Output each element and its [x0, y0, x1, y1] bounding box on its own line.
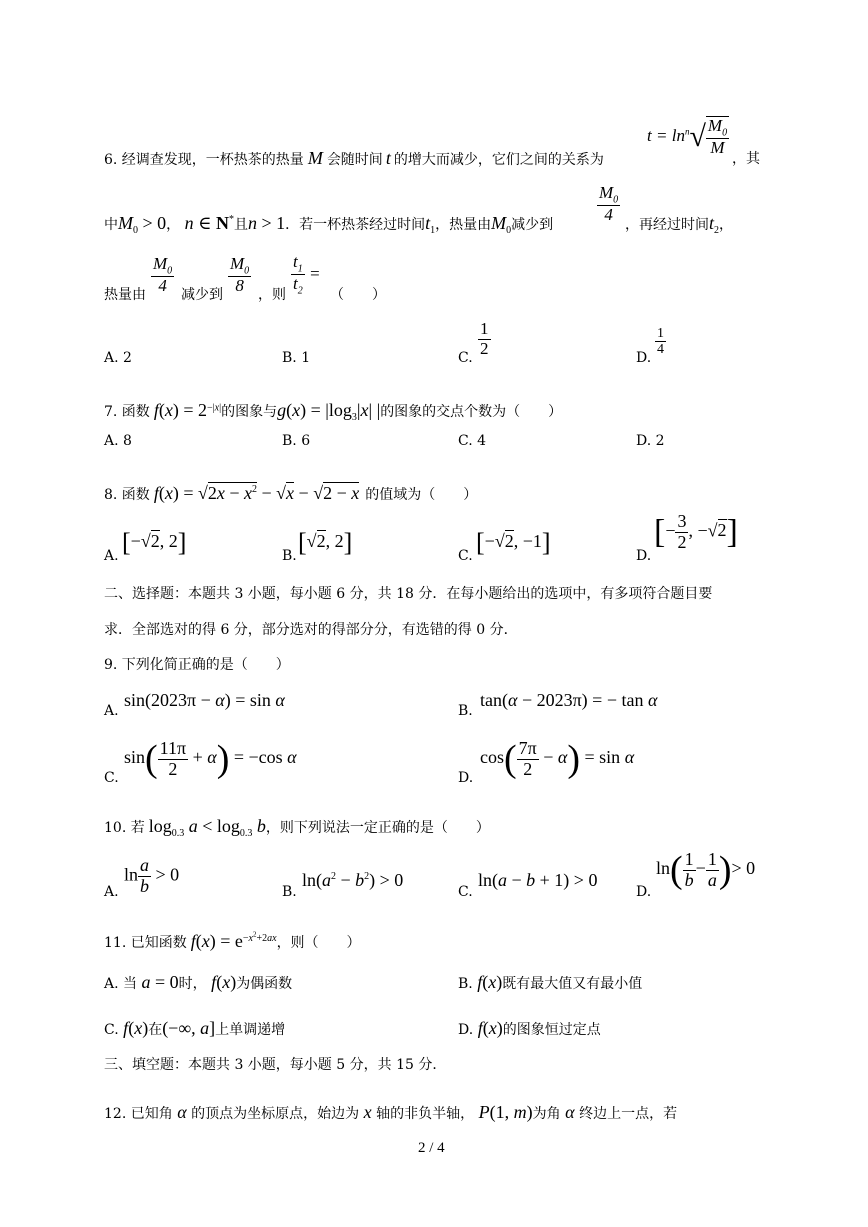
- q6-option-c: C.: [458, 350, 473, 366]
- q6-option-d-value: $\frac{1}{4}$: [657, 326, 664, 358]
- q7-option-a: A. 8: [104, 433, 132, 449]
- q9-option-d: D.: [458, 770, 474, 786]
- q6-paren: （ ）: [330, 287, 386, 303]
- page-number: 2 / 4: [418, 1140, 445, 1156]
- q11-option-a: A. 当 a = 0时， f(x)为偶函数: [104, 972, 293, 992]
- q6-line3-b: 减少到: [181, 287, 223, 303]
- q10-option-d: D.: [636, 884, 652, 900]
- q6-option-d: D.: [636, 350, 652, 366]
- q8-option-a-value: [−√2, 2]: [122, 528, 187, 557]
- q7-option-d: D. 2: [636, 433, 665, 449]
- q8-stem: 8. 函数 $f(x) = √2x - x^2 - √x - √2 - x$ 的值域为（ ）: [104, 483, 478, 503]
- q10-option-b: B.: [282, 884, 297, 900]
- section-3-heading: 三、填空题：本题共 3 小题，每小题 5 分，共 15 分．: [104, 1057, 447, 1073]
- q8-option-b: B.: [282, 548, 297, 564]
- q11-option-b: B. f(x)既有最大值又有最小值: [458, 972, 643, 992]
- q10-option-a: A.: [104, 884, 119, 900]
- q8-option-b-value: [√2, 2]: [298, 528, 353, 557]
- q6-line3-c: ，则: [258, 287, 286, 303]
- q9-option-a: A.: [104, 703, 119, 719]
- q6-frac-t1-t2: $\frac{t_1}{t_2}$ =: [293, 252, 321, 297]
- q9-option-d-value: cos( $\frac{7\pi}{2}$ − α) = sin α: [480, 737, 635, 780]
- q11-option-c: C. f(x)在(−∞, a]上单调递增: [104, 1018, 286, 1038]
- q10-option-d-value: ln( $\frac{1}{b}$ − $\frac{1}{a}$ )> 0: [656, 848, 756, 891]
- q6-line2: 中$M_0 > 0$， n ∈ N*且n > 1．若一杯热茶经过时间$t_1$，热量由$M_0$减少到: [104, 213, 554, 236]
- q7-option-c: C. 4: [458, 433, 487, 449]
- q9-option-b-value: tan(α − 2023π) = − tan α: [480, 690, 658, 710]
- q10-stem: 10. 若 $\log_{0.3} a < \log_{0.3} b$，则下列说法一定正确的是（ ）: [104, 816, 490, 839]
- q8-option-c-value: [−√2, −1]: [476, 528, 551, 557]
- q8-option-d: D.: [636, 548, 652, 564]
- q6-frac-m0-8: $\frac{M_0}{8}$: [230, 254, 250, 296]
- q9-option-c-value: sin( $\frac{11\pi}{2}$ + α) = −cos α: [124, 737, 297, 780]
- q6-line1: 6. 经调查发现，一杯热茶的热量 M 会随时间 t 的增大而减少，它们之间的关系为: [104, 148, 604, 168]
- q8-option-d-value: [− $\frac{3}{2}$ , −√2]: [654, 511, 738, 552]
- q9-option-a-value: sin(2023π − α) = sin α: [124, 690, 285, 710]
- q6-line2-tail: ，再经过时间$t_2$，: [625, 213, 734, 236]
- q6-frac-m0-4: $\frac{M_0}{4}$: [599, 183, 619, 225]
- q8-option-c: C.: [458, 548, 473, 564]
- q11-stem: 11. 已知函数 $f(x) = e^{-x^2+2ax}$，则（ ）: [104, 931, 361, 951]
- q7-stem: 7. 函数 $f(x) = 2^{-|x|}$的图象与$g(x) = |\log_3|x|$ |的图象的交点个数为（ ）: [104, 400, 563, 423]
- q6-line1-end: ，其: [732, 151, 760, 167]
- q10-option-b-value: $\ln(a^2 - b^2) > 0$: [302, 870, 404, 890]
- question-12: 12. 已知角 α 的顶点为坐标原点，始边为 x 轴的非负半轴， P(1, m)为角 α 终边上一点，若: [104, 1102, 678, 1122]
- q9-stem: 9. 下列化简正确的是（ ）: [104, 657, 290, 673]
- q6-line3-a: 热量由: [104, 287, 146, 303]
- q11-option-d: D. f(x)的图象恒过定点: [458, 1018, 601, 1038]
- q10-option-c-value: ln(a − b + 1) > 0: [478, 870, 598, 890]
- section-2-line2: 求．全部选对的得 6 分，部分选对的得部分分，有选错的得 0 分．: [104, 622, 518, 638]
- q6-option-b: B. 1: [282, 350, 311, 366]
- q6-option-a: A. 2: [104, 350, 132, 366]
- q9-option-c: C.: [104, 770, 119, 786]
- section-2-line1: 二、选择题：本题共 3 小题，每小题 6 分，共 18 分．在每小题给出的选项中，有多项符合题目要: [104, 586, 713, 602]
- q9-option-b: B.: [458, 703, 473, 719]
- q6-formula-t: $t = \ln^n√$ $\frac{M_0}{M}$: [647, 116, 728, 158]
- q6-frac-m0-4b: $\frac{M_0}{4}$: [153, 254, 173, 296]
- q10-option-a-value: ln $\frac{a}{b}$ > 0: [124, 855, 180, 896]
- q6-option-c-value: $\frac{1}{2}$: [480, 319, 489, 358]
- q8-option-a: A.: [104, 548, 119, 564]
- q10-option-c: C.: [458, 884, 473, 900]
- q7-option-b: B. 6: [282, 433, 311, 449]
